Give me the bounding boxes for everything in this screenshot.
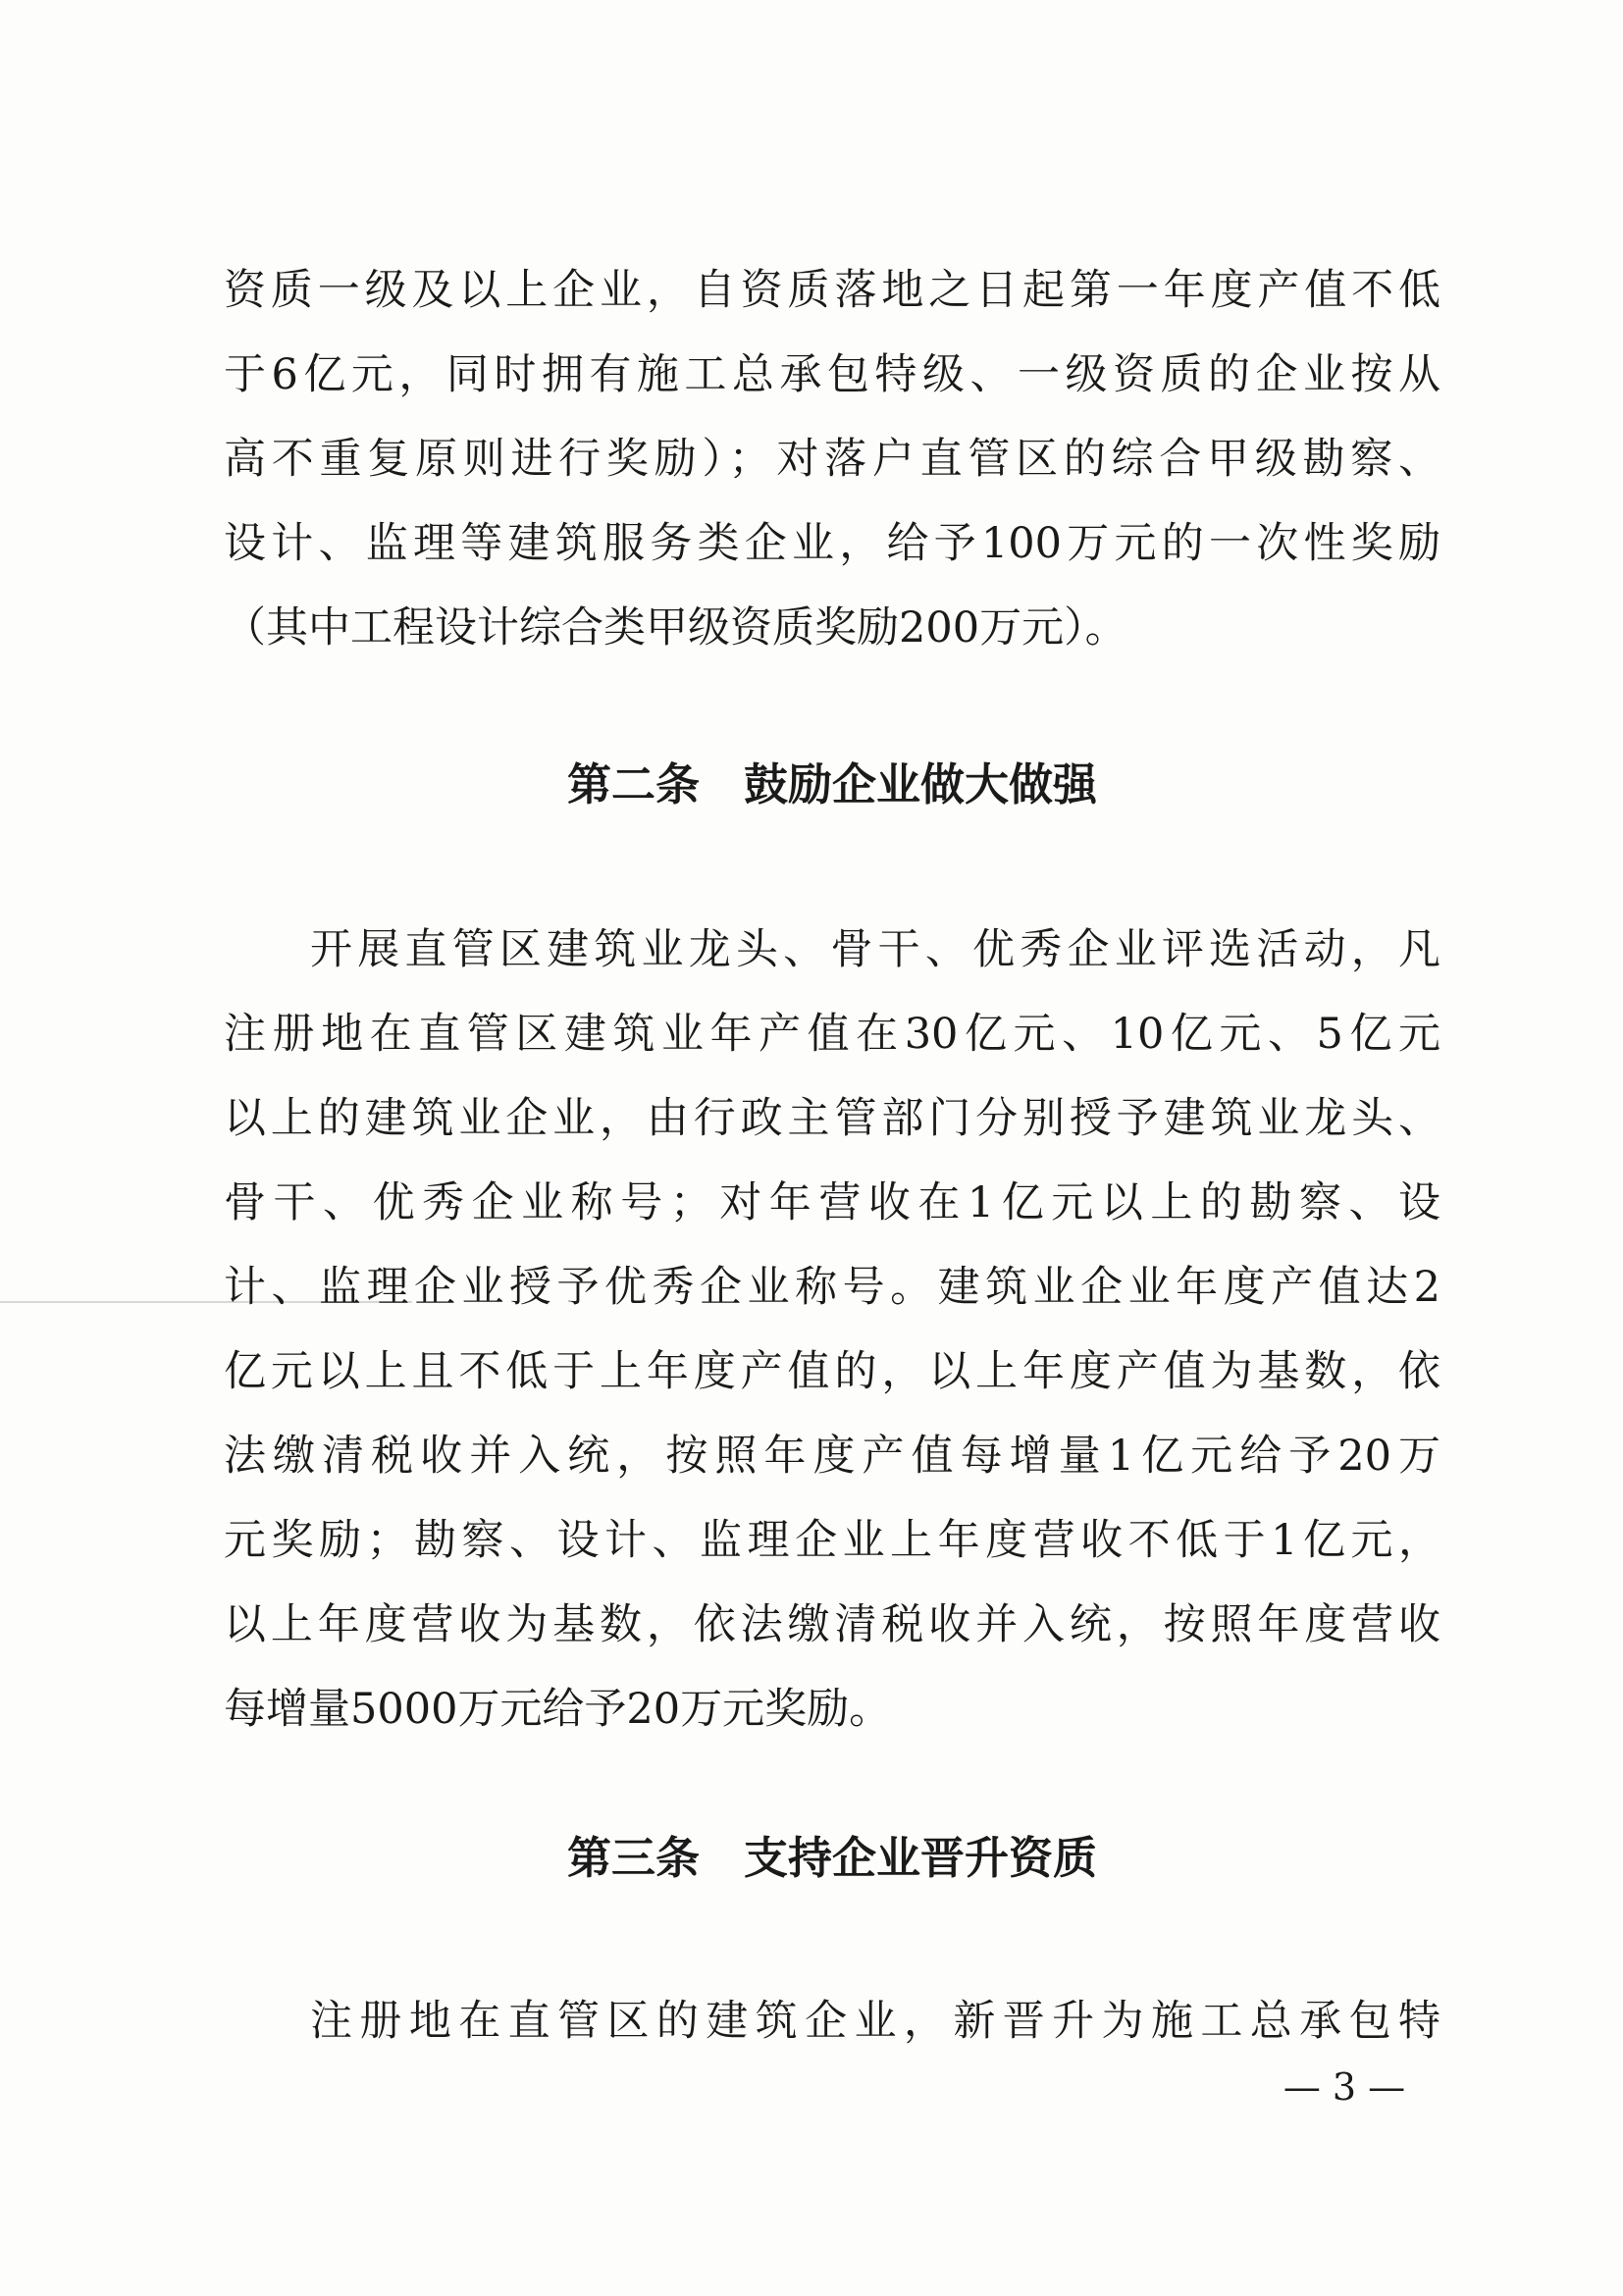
paragraph-line: 资质一级及以上企业，自资质落地之日起第一年度产值不低 <box>224 266 1440 315</box>
paragraph-line: 法缴清税收并入统，按照年度产值每增量1亿元给予20万 <box>224 1432 1440 1481</box>
section-heading: 第三条 支持企业晋升资质 <box>566 1832 1097 1884</box>
paragraph-line: 每增量5000万元给予20万元奖励。 <box>224 1685 892 1734</box>
paragraph-line: 计、监理企业授予优秀企业称号。建筑业企业年度产值达2 <box>224 1263 1440 1312</box>
paragraph-line: 以上年度营收为基数，依法缴清税收并入统，按照年度营收 <box>224 1600 1440 1649</box>
paragraph-line: 注册地在直管区建筑业年产值在30亿元、10亿元、5亿元 <box>224 1010 1440 1059</box>
paragraph-line: 高不重复原则进行奖励）；对落户直管区的综合甲级勘察、 <box>224 435 1440 484</box>
paragraph-line: 元奖励；勘察、设计、监理企业上年度营收不低于1亿元， <box>224 1516 1440 1565</box>
paragraph-line: 以上的建筑业企业，由行政主管部门分别授予建筑业龙头、 <box>224 1094 1440 1143</box>
paragraph-line: 骨干、优秀企业称号；对年营收在1亿元以上的勘察、设 <box>224 1178 1440 1227</box>
page-number: — 3 — <box>1283 2065 1406 2109</box>
section-heading: 第二条 鼓励企业做大做强 <box>566 758 1097 810</box>
paragraph-line: 注册地在直管区的建筑企业，新晋升为施工总承包特 <box>310 1997 1440 2046</box>
paragraph-line: 于6亿元，同时拥有施工总承包特级、一级资质的企业按从 <box>224 350 1440 399</box>
paragraph-line: 开展直管区建筑业龙头、骨干、优秀企业评选活动，凡 <box>310 925 1440 974</box>
paragraph-line: 亿元以上且不低于上年度产值的，以上年度产值为基数，依 <box>224 1347 1440 1396</box>
paragraph-line: 设计、监理等建筑服务类企业，给予100万元的一次性奖励 <box>224 519 1440 568</box>
paragraph-line: （其中工程设计综合类甲级资质奖励200万元）。 <box>224 603 1127 652</box>
